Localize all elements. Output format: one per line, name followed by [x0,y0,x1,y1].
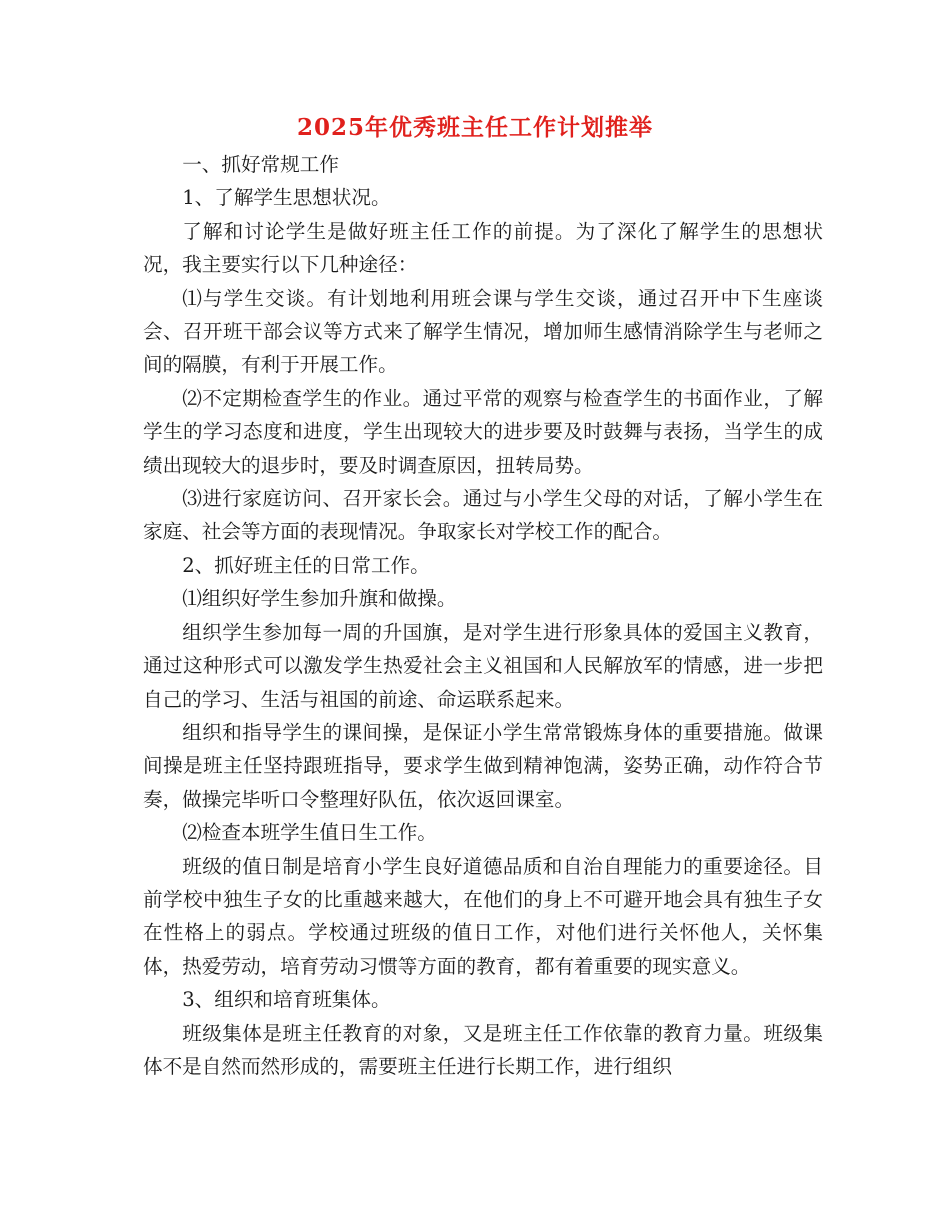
subsection-heading: 3、组织和培育班集体。 [182,988,391,1012]
list-item: ⑵不定期检查学生的作业。通过平常的观察与检查学生的书面作业，了解学生的学习态度和进度，学生出现较大的进步要及时鼓舞与表扬，当学生的成绩出现较大的退步时，要及时调查原因，扭转局势。 [143,386,823,477]
subsection-heading: 2、抓好班主任的日常工作。 [182,553,430,577]
list-item: ⑴组织好学生参加升旗和做操。 [182,587,457,611]
list-item: ⑵检查本班学生值日生工作。 [182,821,437,845]
subsection-heading: 1、了解学生思想状况。 [182,186,391,210]
section-heading: 一、抓好常规工作 [182,153,339,176]
list-item: ⑴与学生交谈。有计划地利用班会课与学生交谈，通过召开中下生座谈会、召开班干部会议等方式来了解学生情况，增加师生感情消除学生与老师之间的隔膜，有利于开展工作。 [143,286,823,377]
paragraph: 了解和讨论学生是做好班主任工作的前提。为了深化了解学生的思想状况，我主要实行以下几种途径： [143,219,823,277]
paragraph: 组织学生参加每一周的升国旗，是对学生进行形象具体的爱国主义教育，通过这种形式可以激发学生热爱社会主义祖国和人民解放军的情感，进一步把自己的学习、生活与祖国的前途、命运联系起来。 [143,620,823,711]
document-body [143,148,823,1083]
document-title: 2025年优秀班主任工作计划推举 [296,114,653,141]
paragraph: 班级集体是班主任教育的对象，又是班主任工作依靠的教育力量。班级集体不是自然而然形成的，需要班主任进行长期工作，进行组织 [143,1021,823,1078]
paragraph: 班级的值日制是培育小学生良好道德品质和自治自理能力的重要途径。目前学校中独生子女的比重越来越大，在他们的身上不可避开地会具有独生子女在性格上的弱点。学校通过班级的值日工作，对他们进行关怀他人，关怀集体，热爱劳动，培育劳动习惯等方面的教育，都有着重要的现实意义。 [143,854,823,978]
paragraph: 组织和指导学生的课间操，是保证小学生常常锻炼身体的重要措施。做课间操是班主任坚持跟班指导，要求学生做到精神饱满，姿势正确，动作符合节奏，做操完毕听口令整理好队伍，依次返回课室。 [143,720,823,811]
list-item: ⑶进行家庭访问、召开家长会。通过与小学生父母的对话，了解小学生在家庭、社会等方面的表现情况。争取家长对学校工作的配合。 [143,487,823,544]
